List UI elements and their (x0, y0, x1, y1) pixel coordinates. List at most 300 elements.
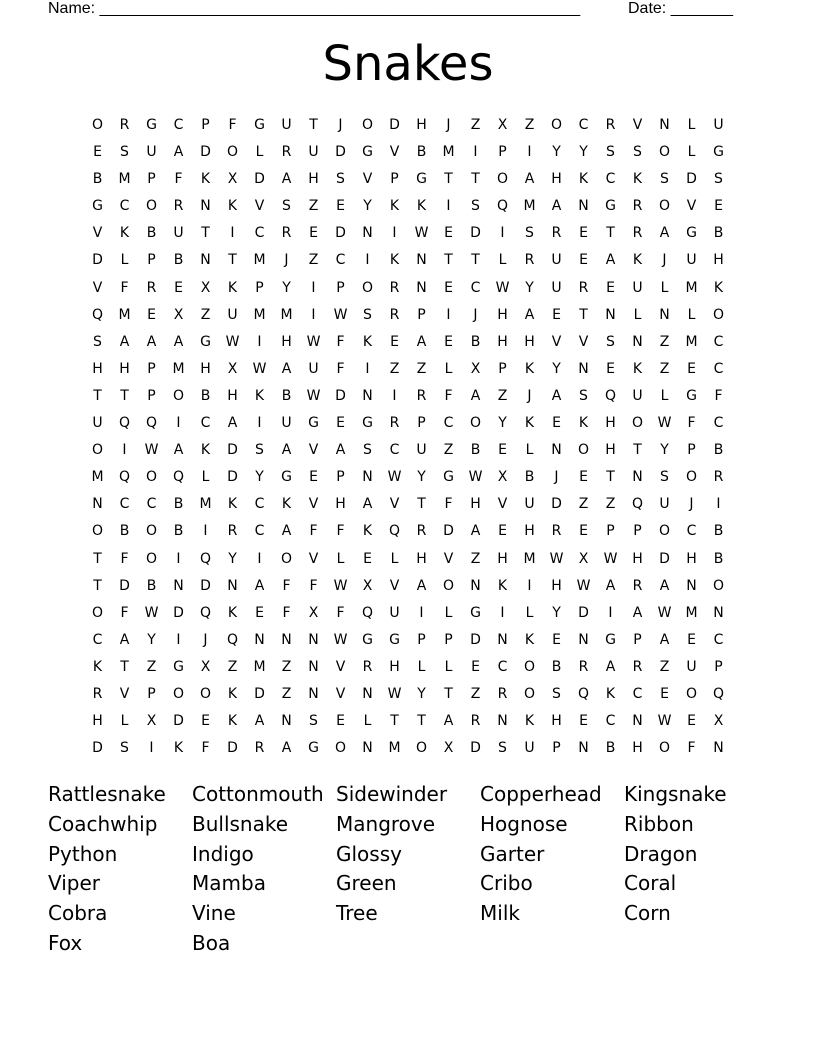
grid-letter: H (524, 333, 535, 350)
grid-letter: S (336, 171, 345, 188)
grid-letter: O (496, 171, 509, 188)
grid-letter: C (713, 631, 724, 648)
grid-letter: W (657, 415, 672, 432)
grid-letter: I (230, 225, 235, 242)
grid-letter: U (713, 117, 724, 133)
grid-letter: G (200, 333, 211, 350)
word-list-item: Cottonmouth (192, 782, 324, 806)
grid-letter: E (309, 469, 318, 486)
grid-letter: E (444, 333, 453, 350)
grid-letter: A (254, 713, 265, 730)
grid-letter: G (362, 415, 373, 432)
grid-letter: A (173, 333, 184, 350)
grid-letter: B (173, 496, 184, 513)
grid-letter: O (145, 469, 158, 486)
grid-letter: S (552, 685, 561, 702)
grid-letter: S (120, 144, 129, 161)
grid-letter: A (551, 387, 562, 404)
grid-letter: D (335, 144, 346, 161)
grid-letter: E (255, 604, 264, 621)
grid-letter: V (389, 144, 400, 161)
grid-letter: T (444, 252, 453, 269)
word-list-item: Viper (48, 871, 101, 896)
grid-letter: S (606, 333, 615, 350)
header (48, 0, 748, 18)
grid-letter: F (120, 279, 129, 296)
grid-letter: K (227, 685, 238, 702)
grid-letter: N (362, 387, 373, 404)
grid-letter: Y (282, 279, 291, 296)
grid-letter: U (389, 604, 400, 621)
grid-letter: B (551, 658, 562, 675)
grid-letter: B (605, 740, 616, 757)
grid-letter: Q (199, 550, 212, 567)
grid-letter: E (714, 198, 723, 215)
grid-letter: C (605, 171, 616, 188)
grid-letter: Z (578, 496, 589, 513)
grid-letter: S (633, 144, 642, 161)
grid-letter: F (228, 117, 237, 133)
grid-letter: P (498, 144, 507, 161)
grid-letter: D (92, 740, 103, 757)
grid-letter: U (524, 740, 535, 757)
grid-letter: C (254, 496, 265, 513)
grid-letter: N (173, 577, 184, 594)
grid-letter: E (579, 469, 588, 486)
grid-letter: S (309, 713, 318, 730)
grid-letter: T (606, 225, 615, 242)
grid-letter: B (416, 144, 427, 161)
grid-letter: M (91, 469, 104, 486)
grid-letter: I (392, 225, 397, 242)
grid-letter: O (91, 117, 104, 133)
grid-letter: U (281, 415, 292, 432)
grid-letter: Z (443, 442, 454, 459)
grid-letter: A (281, 360, 292, 377)
grid-letter: E (363, 550, 372, 567)
grid-letter: C (713, 333, 724, 350)
grid-letter: F (444, 496, 453, 513)
grid-letter: H (92, 360, 103, 377)
grid-letter: O (361, 117, 374, 133)
grid-letter: U (308, 360, 319, 377)
grid-letter: O (91, 442, 104, 459)
grid-letter: H (605, 415, 616, 432)
grid-letter: M (172, 360, 185, 377)
grid-letter: M (685, 333, 698, 350)
grid-letter: K (713, 279, 724, 296)
grid-letter: K (227, 198, 238, 215)
word-list-item: Sidewinder (336, 782, 448, 806)
grid-letter: V (92, 225, 103, 242)
grid-letter: W (333, 631, 348, 648)
grid-letter: I (608, 604, 613, 621)
grid-letter: B (713, 550, 724, 567)
word-list-item: Copperhead (480, 782, 602, 806)
grid-letter: N (362, 469, 373, 486)
grid-letter: N (308, 631, 319, 648)
grid-letter: B (470, 442, 481, 459)
grid-letter: B (713, 523, 724, 540)
grid-letter: L (525, 442, 534, 459)
grid-letter: C (632, 685, 643, 702)
grid-letter: K (227, 713, 238, 730)
grid-letter: A (470, 523, 481, 540)
grid-letter: M (253, 658, 266, 675)
word-list-item: Cribo (480, 871, 533, 896)
grid-letter: T (417, 713, 426, 730)
grid-letter: Q (172, 469, 185, 486)
grid-letter: P (147, 685, 156, 702)
grid-letter: Z (659, 658, 670, 675)
grid-letter: Z (416, 360, 427, 377)
grid-letter: Y (552, 144, 561, 161)
grid-letter: D (119, 577, 130, 594)
grid-letter: S (93, 333, 102, 350)
grid-letter: X (308, 604, 319, 621)
grid-letter: E (336, 713, 345, 730)
word-list-item: Coachwhip (48, 811, 158, 836)
grid-letter: R (119, 117, 130, 133)
grid-letter: Z (308, 252, 319, 269)
grid-letter: M (523, 550, 536, 567)
grid-letter: W (657, 604, 672, 621)
grid-letter: A (605, 252, 616, 269)
grid-letter: L (390, 550, 399, 567)
grid-letter: H (632, 740, 643, 757)
grid-letter: V (578, 333, 589, 350)
grid-letter: H (713, 252, 724, 269)
grid-letter: O (658, 198, 671, 215)
grid-letter: N (632, 713, 643, 730)
grid-letter: G (254, 117, 265, 133)
grid-letter: V (308, 442, 319, 459)
grid-letter: T (606, 469, 615, 486)
grid-letter: V (308, 496, 319, 513)
grid-letter: N (281, 631, 292, 648)
grid-letter: P (633, 523, 642, 540)
grid-letter: B (524, 469, 535, 486)
grid-letter: W (387, 469, 402, 486)
grid-letter: F (309, 577, 318, 594)
grid-letter: O (685, 685, 698, 702)
grid-letter: M (685, 279, 698, 296)
grid-letter: K (227, 604, 238, 621)
grid-letter: V (362, 171, 373, 188)
grid-letter: Q (118, 469, 131, 486)
grid-letter: C (605, 713, 616, 730)
grid-letter: O (172, 685, 185, 702)
grid-letter: D (686, 171, 697, 188)
grid-letter: S (282, 198, 291, 215)
grid-letter: I (257, 550, 262, 567)
grid-letter: H (200, 360, 211, 377)
grid-letter: A (173, 144, 184, 161)
grid-letter: A (605, 577, 616, 594)
grid-letter: B (200, 387, 211, 404)
grid-letter: R (416, 387, 427, 404)
grid-letter: V (308, 550, 319, 567)
grid-letter: W (306, 387, 321, 404)
grid-letter: L (255, 144, 264, 161)
grid-letter: W (603, 550, 618, 567)
grid-letter: R (92, 685, 103, 702)
grid-letter: D (254, 171, 265, 188)
grid-letter: S (660, 171, 669, 188)
grid-letter: N (713, 604, 724, 621)
grid-letter: Q (631, 496, 644, 513)
grid-letter: H (92, 713, 103, 730)
grid-letter: D (551, 496, 562, 513)
grid-letter: R (713, 469, 724, 486)
grid-letter: E (579, 252, 588, 269)
grid-letter: V (335, 685, 346, 702)
grid-letter: N (362, 740, 373, 757)
grid-letter: A (524, 306, 535, 323)
grid-letter: N (416, 279, 427, 296)
grid-letter: H (281, 333, 292, 350)
grid-letter: C (497, 658, 508, 675)
grid-letter: O (334, 740, 347, 757)
grid-letter: P (147, 387, 156, 404)
grid-letter: Z (659, 360, 670, 377)
grid-letter: L (120, 252, 129, 269)
grid-letter: W (387, 685, 402, 702)
grid-letter: B (470, 333, 481, 350)
grid-letter: O (550, 117, 563, 133)
grid-letter: N (497, 631, 508, 648)
grid-letter: L (687, 306, 696, 323)
grid-letter: F (336, 523, 345, 540)
grid-letter: Y (552, 360, 561, 377)
grid-letter: M (280, 306, 293, 323)
grid-letter: Z (470, 550, 481, 567)
grid-letter: U (686, 252, 697, 269)
grid-letter: H (497, 550, 508, 567)
grid-letter: I (527, 144, 532, 161)
grid-letter: T (444, 685, 453, 702)
grid-letter: P (336, 279, 345, 296)
grid-letter: O (712, 577, 725, 594)
grid-letter: Z (605, 496, 616, 513)
grid-letter: A (281, 740, 292, 757)
page-title: Snakes (322, 36, 494, 92)
grid-letter: L (444, 658, 453, 675)
grid-letter: Z (146, 658, 157, 675)
grid-letter: G (605, 198, 616, 215)
grid-letter: F (309, 523, 318, 540)
grid-letter: T (93, 387, 102, 404)
grid-letter: G (443, 469, 454, 486)
grid-letter: W (306, 333, 321, 350)
word-list-item: Glossy (336, 841, 402, 866)
grid-letter: A (254, 577, 265, 594)
grid-letter: R (389, 415, 400, 432)
grid-letter: K (416, 198, 427, 215)
word-list-item: Mamba (192, 871, 266, 896)
grid-letter: U (632, 387, 643, 404)
grid-letter: U (416, 442, 427, 459)
grid-letter: G (173, 658, 184, 675)
grid-letter: Y (525, 279, 534, 296)
grid-letter: W (414, 225, 429, 242)
grid-letter: T (579, 306, 588, 323)
grid-letter: H (335, 496, 346, 513)
grid-letter: N (281, 713, 292, 730)
grid-letter: Z (524, 117, 535, 133)
grid-letter: P (444, 631, 453, 648)
grid-letter: M (388, 740, 401, 757)
grid-letter: Z (281, 685, 292, 702)
grid-letter: Z (281, 658, 292, 675)
grid-letter: J (284, 252, 289, 269)
grid-letter: J (446, 117, 451, 133)
grid-letter: Z (389, 360, 400, 377)
grid-letter: A (443, 713, 454, 730)
word-list-item: Hognose (480, 811, 568, 836)
grid-letter: I (716, 496, 721, 513)
grid-letter: F (687, 415, 696, 432)
grid-letter: H (605, 442, 616, 459)
grid-letter: N (632, 469, 643, 486)
word-list-item: Garter (480, 841, 545, 866)
grid-letter: G (686, 387, 697, 404)
word-list-item: Tree (336, 901, 378, 926)
grid-letter: Q (604, 387, 617, 404)
grid-letter: V (92, 279, 103, 296)
grid-letter: N (605, 306, 616, 323)
grid-letter: H (416, 550, 427, 567)
date-field-label: Date: _______ (628, 0, 733, 17)
grid-letter: H (119, 360, 130, 377)
grid-letter: A (119, 333, 130, 350)
grid-letter: I (176, 415, 181, 432)
grid-letter: O (631, 415, 644, 432)
grid-letter: B (119, 523, 130, 540)
grid-letter: F (201, 740, 210, 757)
grid-letter: Y (228, 550, 237, 567)
grid-letter: Z (659, 333, 670, 350)
grid-letter: P (417, 306, 426, 323)
grid-letter: A (119, 631, 130, 648)
grid-letter: H (497, 306, 508, 323)
grid-letter: S (606, 144, 615, 161)
grid-letter: U (551, 252, 562, 269)
word-list-item: Dragon (624, 841, 698, 866)
grid-letter: B (713, 442, 724, 459)
grid-letter: L (525, 604, 534, 621)
grid-letter: U (551, 279, 562, 296)
grid-letter: L (633, 306, 642, 323)
grid-letter: N (227, 577, 238, 594)
grid-letter: M (523, 198, 536, 215)
grid-letter: R (227, 523, 238, 540)
grid-letter: Q (118, 415, 131, 432)
grid-letter: A (551, 198, 562, 215)
grid-letter: A (470, 387, 481, 404)
grid-letter: I (203, 523, 208, 540)
grid-letter: B (146, 225, 157, 242)
grid-letter: O (361, 279, 374, 296)
grid-letter: K (605, 685, 616, 702)
grid-letter: P (390, 171, 399, 188)
grid-letter: Y (363, 198, 372, 215)
grid-letter: C (146, 496, 157, 513)
grid-letter: A (281, 171, 292, 188)
grid-letter: Y (255, 469, 264, 486)
grid-letter: D (443, 523, 454, 540)
grid-letter: L (201, 469, 210, 486)
grid-letter: N (308, 658, 319, 675)
grid-letter: X (146, 713, 157, 730)
grid-letter: N (713, 740, 724, 757)
grid-letter: I (257, 415, 262, 432)
grid-letter: K (173, 740, 184, 757)
grid-letter: N (362, 685, 373, 702)
grid-letter: K (389, 252, 400, 269)
word-list-item: Python (48, 841, 118, 866)
grid-letter: F (282, 604, 291, 621)
grid-letter: C (443, 415, 454, 432)
grid-letter: N (632, 333, 643, 350)
letter-grid (84, 114, 732, 764)
grid-letter: J (662, 252, 667, 269)
grid-letter: G (92, 198, 103, 215)
grid-letter: H (497, 333, 508, 350)
grid-letter: T (471, 252, 480, 269)
grid-letter: N (659, 306, 670, 323)
grid-letter: H (470, 496, 481, 513)
grid-letter: A (416, 577, 427, 594)
grid-letter: N (362, 225, 373, 242)
grid-letter: P (633, 631, 642, 648)
grid-letter: I (392, 387, 397, 404)
grid-letter: F (714, 387, 723, 404)
grid-letter: O (280, 550, 293, 567)
grid-letter: P (201, 117, 210, 133)
grid-letter: O (145, 198, 158, 215)
grid-letter: F (336, 333, 345, 350)
grid-letter: G (686, 225, 697, 242)
grid-letter: J (689, 496, 694, 513)
grid-letter: E (471, 658, 480, 675)
grid-letter: T (93, 550, 102, 567)
grid-letter: V (443, 550, 454, 567)
grid-letter: A (659, 631, 670, 648)
grid-letter: C (389, 442, 400, 459)
grid-letter: G (470, 604, 481, 621)
grid-letter: E (660, 685, 669, 702)
grid-letter: R (416, 523, 427, 540)
grid-letter: Z (308, 198, 319, 215)
grid-letter: Q (577, 685, 590, 702)
grid-letter: K (497, 577, 508, 594)
grid-letter: T (309, 117, 318, 133)
grid-letter: E (687, 631, 696, 648)
grid-letter: G (281, 469, 292, 486)
grid-letter: T (228, 252, 237, 269)
grid-letter: E (552, 415, 561, 432)
grid-letter: R (173, 198, 184, 215)
grid-letter: K (578, 415, 589, 432)
word-list-item: Ribbon (624, 811, 694, 836)
grid-letter: N (686, 577, 697, 594)
grid-letter: G (362, 631, 373, 648)
grid-letter: E (390, 333, 399, 350)
grid-letter: M (118, 306, 131, 323)
grid-letter: L (336, 550, 345, 567)
grid-letter: N (497, 713, 508, 730)
